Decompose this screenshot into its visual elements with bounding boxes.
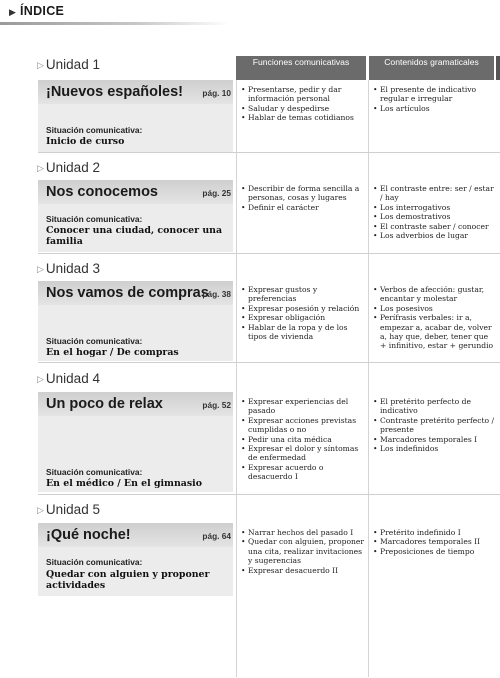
contenidos-list	[373, 184, 495, 240]
unit-page: pág. 52	[202, 400, 231, 410]
situation-value: En el hogar / De compras	[46, 347, 179, 358]
situation-label: Situación comunicativa:	[46, 467, 143, 477]
list-item: • Expresar experiencias del pasado	[241, 397, 365, 416]
list-item: • Expresar gustos y preferencias	[241, 285, 365, 304]
list-item: • Contraste pretérito perfecto / presente	[373, 416, 495, 435]
list-item: • Perífrasis verbales: ir a, empezar a, acabar de, volver a, hay que, deber, tener que + infinitivo, estar + gerundio	[373, 313, 495, 351]
unit-title: Un poco de relax	[46, 396, 163, 412]
contenidos-list	[373, 528, 495, 556]
column-divider-funciones	[236, 80, 237, 677]
column-header-funciones: Funciones comunicativas	[236, 56, 366, 80]
triangle-right-icon: ▷	[37, 60, 44, 70]
unit-title: Nos conocemos	[46, 184, 158, 200]
list-item: • Expresar acuerdo o desacuerdo I	[241, 463, 365, 482]
contenidos-list	[373, 285, 495, 351]
funciones-list	[241, 184, 365, 212]
triangle-right-icon: ▷	[37, 264, 44, 274]
situation-value: En el médico / En el gimnasio	[46, 478, 202, 489]
unit-separator	[38, 494, 500, 495]
unit-separator	[38, 362, 500, 363]
list-item: • Verbos de afección: gustar, encantar y molestar	[373, 285, 495, 304]
unit-label: ▷ Unidad 2	[37, 160, 100, 175]
list-item: • El contraste saber / conocer	[373, 222, 495, 231]
unit-separator	[38, 152, 500, 153]
situation-label: Situación comunicativa:	[46, 214, 143, 224]
unit-label: ▷ Unidad 3	[37, 261, 100, 276]
list-item: • Expresar desacuerdo II	[241, 566, 365, 575]
column-divider-contenidos	[368, 80, 369, 677]
unit-card	[38, 523, 233, 596]
funciones-list	[241, 85, 365, 123]
index-header	[0, 0, 500, 28]
situation-value: Conocer una ciudad, conocer una familia	[46, 225, 223, 247]
triangle-right-icon: ▷	[37, 505, 44, 515]
list-item: • El presente de indicativo regular e irregular	[373, 85, 495, 104]
unit-page: pág. 25	[202, 188, 231, 198]
funciones-list	[241, 528, 365, 575]
unit-page: pág. 64	[202, 531, 231, 541]
unit-card	[38, 392, 233, 492]
column-header-edge	[496, 56, 500, 80]
list-item: • Preposiciones de tiempo	[373, 547, 495, 556]
list-item: • Saludar y despedirse	[241, 104, 365, 113]
unit-title: ¡Nuevos españoles!	[46, 84, 183, 100]
funciones-list	[241, 285, 365, 341]
list-item: • Marcadores temporales I	[373, 435, 495, 444]
unit-page: pág. 38	[202, 289, 231, 299]
list-item: • Hablar de temas cotidianos	[241, 113, 365, 122]
list-item: • Describir de forma sencilla a personas, cosas y lugares	[241, 184, 365, 203]
list-item: • Pedir una cita médica	[241, 435, 365, 444]
list-item: • El pretérito perfecto de indicativo	[373, 397, 495, 416]
list-item: • Marcadores temporales II	[373, 537, 495, 546]
situation-label: Situación comunicativa:	[46, 125, 143, 135]
list-item: • Hablar de la ropa y de los tipos de vivienda	[241, 323, 365, 342]
situation-label: Situación comunicativa:	[46, 557, 143, 567]
situation-label: Situación comunicativa:	[46, 336, 143, 346]
unit-label: ▷ Unidad 4	[37, 371, 100, 386]
funciones-list	[241, 397, 365, 482]
unit-label: ▷ Unidad 1	[37, 57, 100, 72]
unit-card	[38, 281, 233, 361]
situation-value: Inicio de curso	[46, 136, 125, 147]
header-rule	[0, 22, 230, 25]
list-item: • Quedar con alguien, proponer una cita, realizar invitaciones y sugerencias	[241, 537, 365, 565]
triangle-right-icon: ▷	[37, 374, 44, 384]
column-header-contenidos: Contenidos gramaticales	[369, 56, 494, 80]
list-item: • Narrar hechos del pasado I	[241, 528, 365, 537]
page-title: ÍNDICE	[20, 4, 65, 18]
list-item: • Expresar acciones previstas cumplidas o no	[241, 416, 365, 435]
list-item: • Los indefinidos	[373, 444, 495, 453]
list-item: • Expresar el dolor y síntomas de enfermedad	[241, 444, 365, 463]
contenidos-list	[373, 397, 495, 453]
triangle-right-icon: ▷	[37, 163, 44, 173]
list-item: • Presentarse, pedir y dar información personal	[241, 85, 365, 104]
contenidos-list	[373, 85, 495, 113]
list-item: • Expresar obligación	[241, 313, 365, 322]
unit-label: ▷ Unidad 5	[37, 502, 100, 517]
list-item: • Definir el carácter	[241, 203, 365, 212]
unit-separator	[38, 253, 500, 254]
list-item: • Los posesivos	[373, 304, 495, 313]
list-item: • Los artículos	[373, 104, 495, 113]
list-item: • El contraste entre: ser / estar / hay	[373, 184, 495, 203]
unit-title: ¡Qué noche!	[46, 527, 131, 543]
list-item: • Los interrogativos	[373, 203, 495, 212]
situation-value: Quedar con alguien y proponer actividades	[46, 569, 210, 591]
unit-card	[38, 80, 233, 152]
unit-title: Nos vamos de compras	[46, 285, 209, 301]
triangle-right-icon: ▶	[9, 7, 16, 17]
list-item: • Expresar posesión y relación	[241, 304, 365, 313]
unit-page: pág. 10	[202, 88, 231, 98]
unit-card	[38, 180, 233, 252]
list-item: • Pretérito indefinido I	[373, 528, 495, 537]
list-item: • Los demostrativos	[373, 212, 495, 221]
list-item: • Los adverbios de lugar	[373, 231, 495, 240]
